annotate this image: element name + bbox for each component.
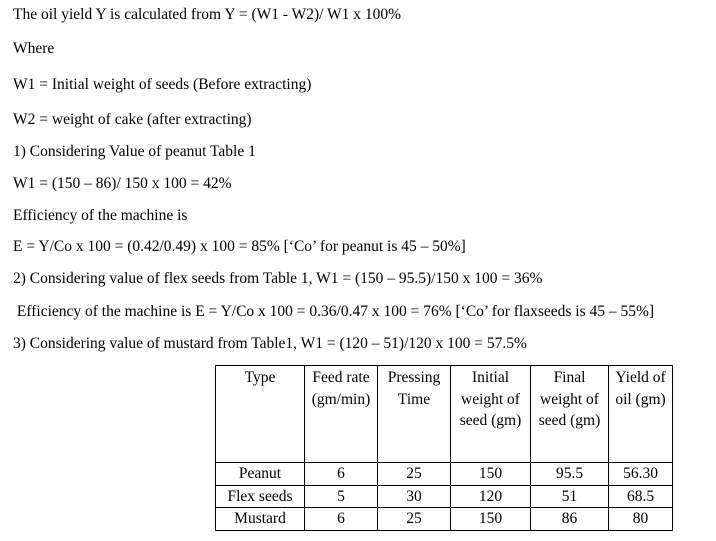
- cell-initial-weight: 120: [451, 485, 531, 508]
- text-line-where: Where: [13, 40, 55, 57]
- table-row: [216, 485, 673, 508]
- cell-feed-rate: 6: [305, 463, 378, 486]
- text-line-w2-definition: W2 = weight of cake (after extracting): [13, 111, 252, 128]
- cell-initial-weight: 150: [451, 508, 531, 531]
- text-line-peanut-w1: W1 = (150 – 86)/ 150 x 100 = 42%: [13, 175, 232, 192]
- table-row: [216, 463, 673, 486]
- cell-yield: 68.5: [609, 485, 673, 508]
- text-line-efficiency-label: Efficiency of the machine is: [13, 207, 188, 224]
- text-line-flex-heading: 2) Considering value of flex seeds from Table 1, W1 = (150 – 95.5)/150 x 100 = 36%: [13, 270, 543, 287]
- cell-type: Mustard: [216, 508, 305, 531]
- table-header-row: [216, 366, 673, 463]
- cell-type: Peanut: [216, 463, 305, 486]
- cell-feed-rate: 5: [305, 485, 378, 508]
- cell-pressing-time: 25: [378, 463, 451, 486]
- text-line-mustard-heading: 3) Considering value of mustard from Table1, W1 = (120 – 51)/120 x 100 = 57.5%: [13, 335, 527, 352]
- cell-final-weight: 86: [531, 508, 609, 531]
- text-line-w1-definition: W1 = Initial weight of seeds (Before extracting): [13, 76, 312, 93]
- header-type: Type: [216, 366, 305, 463]
- header-yield-of-oil: Yield of oil (gm): [609, 366, 673, 463]
- cell-feed-rate: 6: [305, 508, 378, 531]
- header-initial-weight: Initial weight of seed (gm): [451, 366, 531, 463]
- table-row: [216, 508, 673, 531]
- text-line-peanut-efficiency: E = Y/Co x 100 = (0.42/0.49) x 100 = 85% [‘Co’ for peanut is 45 – 50%]: [13, 238, 466, 255]
- header-pressing-time: Pressing Time: [378, 366, 451, 463]
- cell-initial-weight: 150: [451, 463, 531, 486]
- text-line-peanut-heading: 1) Considering Value of peanut Table 1: [13, 143, 256, 160]
- oil-yield-table: [215, 365, 673, 531]
- text-line-flex-efficiency: Efficiency of the machine is E = Y/Co x 100 = 0.36/0.47 x 100 = 76% [‘Co’ for flaxseeds is 45 – 55%]: [13, 303, 655, 320]
- cell-pressing-time: 25: [378, 508, 451, 531]
- header-final-weight: Final weight of seed (gm): [531, 366, 609, 463]
- text-line-formula: The oil yield Y is calculated from Y = (W1 - W2)/ W1 x 100%: [13, 6, 402, 23]
- cell-final-weight: 51: [531, 485, 609, 508]
- cell-pressing-time: 30: [378, 485, 451, 508]
- header-feed-rate: Feed rate (gm/min): [305, 366, 378, 463]
- cell-yield: 80: [609, 508, 673, 531]
- cell-final-weight: 95.5: [531, 463, 609, 486]
- cell-type: Flex seeds: [216, 485, 305, 508]
- cell-yield: 56.30: [609, 463, 673, 486]
